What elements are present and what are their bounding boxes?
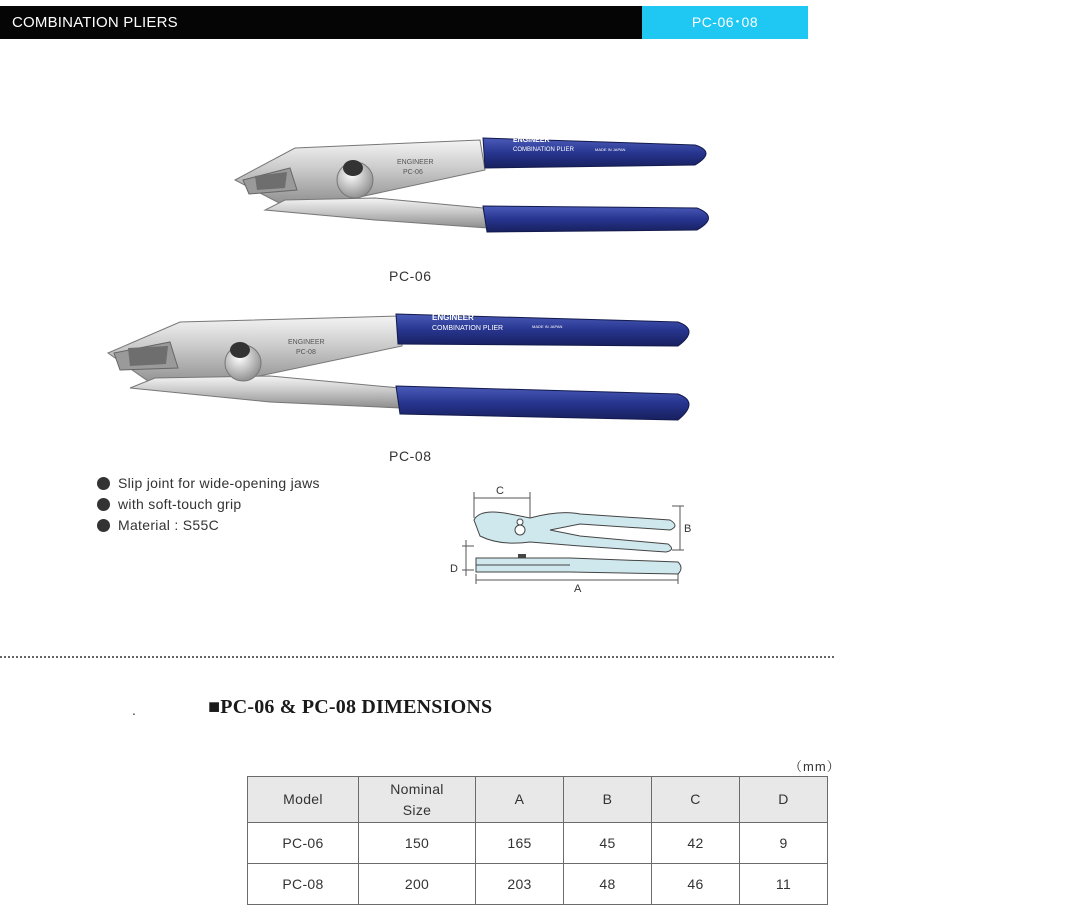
section-divider [0, 656, 834, 658]
pc06-handle-brand: ENGINEER [513, 137, 550, 144]
table-row [248, 823, 828, 864]
pc08-handle-sub: COMBINATION PLIER [432, 325, 504, 332]
dimensions-table [247, 776, 828, 905]
table-header-row [248, 777, 828, 823]
cell-c: 46 [652, 864, 740, 905]
table-row [248, 864, 828, 905]
model-code-badge [642, 6, 808, 39]
page-title: COMBINATION PLIERS [12, 14, 178, 31]
pc06-jaw-code: PC-06 [403, 169, 423, 176]
label-c: C [496, 485, 504, 497]
cell-b: 45 [564, 823, 652, 864]
pc06-handle-code: PC-06 [575, 136, 593, 142]
bullet-icon [97, 498, 110, 511]
cell-d: 11 [740, 864, 828, 905]
page-header [0, 6, 642, 39]
pliers-pc08-image [100, 298, 700, 438]
pc08-handle-brand: ENGINEER [432, 313, 474, 322]
cell-size: 200 [359, 864, 476, 905]
cell-b: 48 [564, 864, 652, 905]
label-b: B [684, 523, 692, 535]
label-a: A [574, 583, 582, 595]
cell-d: 9 [740, 823, 828, 864]
header-nominal-size: Nominal Size [359, 777, 476, 823]
bullet-icon [97, 477, 110, 490]
cell-model: PC-06 [248, 823, 359, 864]
pc08-caption: PC-08 [389, 448, 432, 464]
pc08-handle-code: PC-08 [512, 311, 532, 318]
feature-list [97, 474, 320, 537]
pc06-jaw-brand: ENGINEER [397, 159, 434, 166]
cell-a: 203 [476, 864, 564, 905]
pc08-handle-origin: MADE IN JAPAN [532, 324, 563, 329]
header-c: C [652, 777, 740, 823]
cell-c: 42 [652, 823, 740, 864]
dot-marker: . [132, 702, 136, 718]
header-b: B [564, 777, 652, 823]
bullet-icon [97, 519, 110, 532]
pc08-jaw-brand: ENGINEER [288, 339, 325, 346]
header-a: A [476, 777, 564, 823]
dimensions-title: ■PC-06 & PC-08 DIMENSIONS [208, 696, 493, 718]
header-d: D [740, 777, 828, 823]
model-codes: PC-06･08 [691, 14, 759, 30]
feature-item: with soft-touch grip [97, 495, 320, 516]
pc06-handle-origin: MADE IN JAPAN [595, 147, 626, 152]
pc06-caption: PC-06 [389, 268, 432, 284]
pc06-handle-sub: COMBINATION PLIER [513, 147, 574, 153]
feature-item: Material : S55C [97, 516, 320, 537]
unit-label: （mm） [789, 759, 841, 774]
pliers-pc06-image [225, 120, 725, 260]
cell-model: PC-08 [248, 864, 359, 905]
feature-item: Slip joint for wide-opening jaws [97, 474, 320, 495]
pc08-jaw-code: PC-08 [296, 349, 316, 356]
label-d: D [450, 563, 458, 575]
header-model: Model [248, 777, 359, 823]
cell-size: 150 [359, 823, 476, 864]
cell-a: 165 [476, 823, 564, 864]
dimension-diagram [440, 480, 700, 595]
